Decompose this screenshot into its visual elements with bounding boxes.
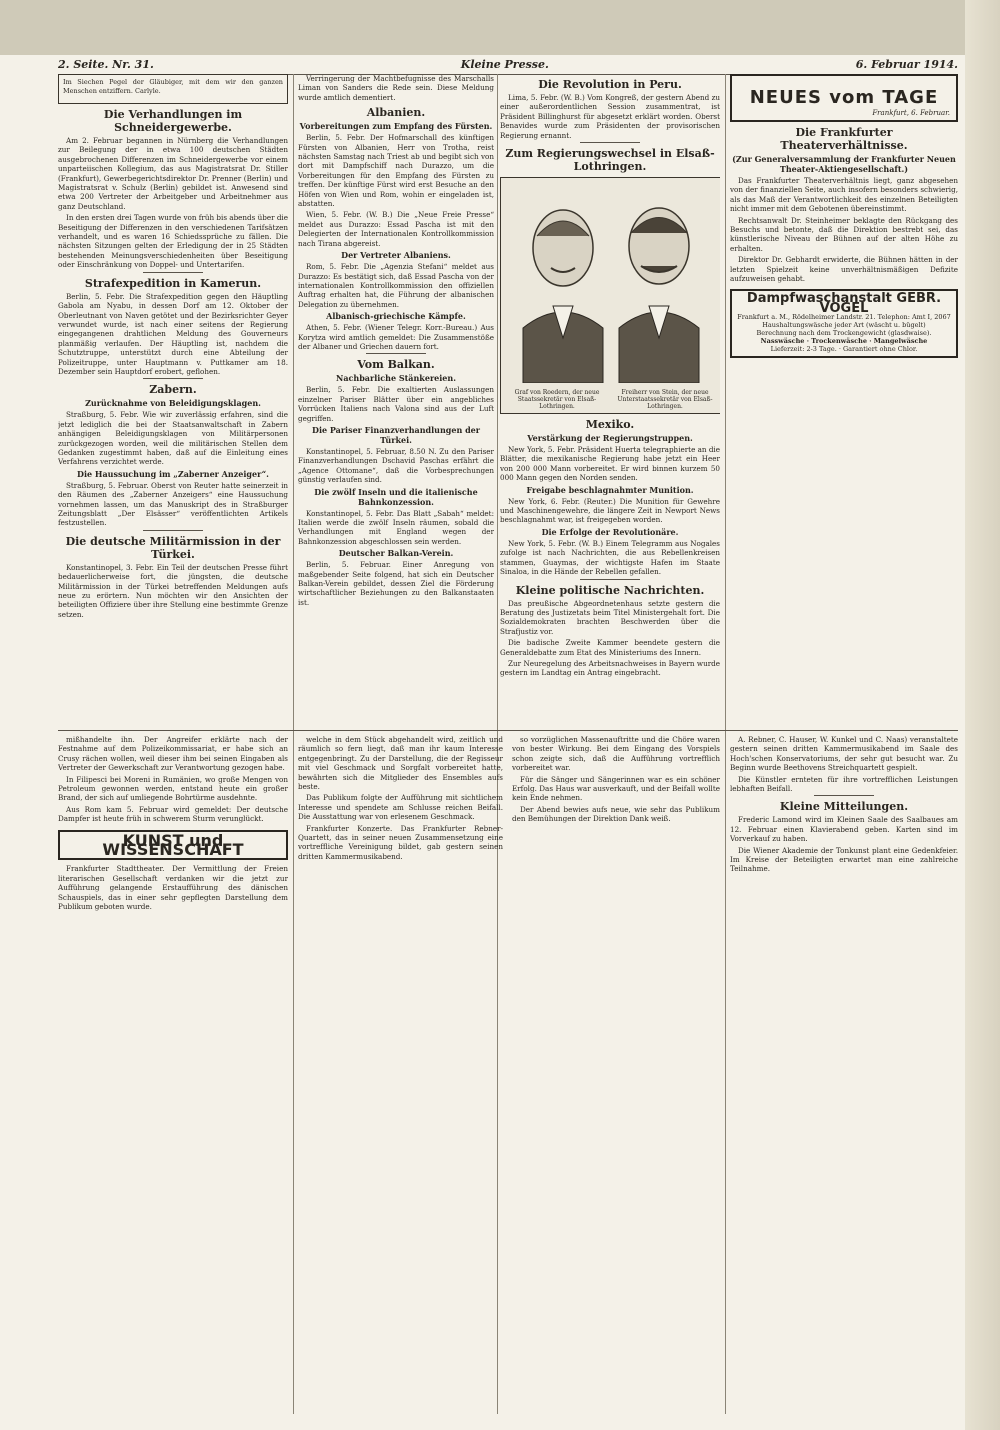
article-headline: Die Revolution in Peru. [538,78,682,91]
article-paragraph: Das Frankfurter Theaterverhältnis liegt, ganz abgesehen von der finanziellen Seite, auch insofern besonders schwierig, als das Maß der Verantwortlichkeit des einzelnen Beteiligten nicht immer mit dem Gebotenen übereinstimmt. [730,176,958,214]
article-paragraph: Lima, 5. Febr. (W. B.) Vom Kongreß, der gestern Abend zu einer außerordentlichen Session zusammentrat, ist Präsident Billinghurst für abgesetzt erklärt worden. Oberst Benavides wurde zum Präsidenten der provisorischen Regierung ernannt. [500,93,720,140]
article-subhead: Albanisch-griechische Kämpfe. [326,311,466,322]
column-1 [58,74,288,729]
masthead-title: NEUES vom TAGE [749,87,939,109]
article-subhead: Nachbarliche Stänkereien. [336,373,456,384]
divider [143,530,203,531]
header-paper-title: Kleine Presse. [460,57,549,71]
section-masthead [730,74,958,122]
article-headline: Die Frankfurter Theaterverhältnisse. [780,126,908,152]
article-paragraph: New York, 5. Febr. (W. B.) Einem Telegramm aus Nogales zufolge ist nach Nachrichten, die aus Rebellenkreisen stammen, Guaymas, der wichtigste Hafen im Staate Sinaloa, in die Hände der Rebellen gefallen. [500,538,720,577]
article-paragraph: New York, 6. Febr. (Reuter.) Die Munition für Gewehre und Maschinengewehre, die längere Zeit in Newport News beschlagnahmt war, ist freigegeben worden. [500,496,720,525]
ad-line: Berechnung nach dem Trockengewicht (glasdwaise). [756,329,932,338]
portrait-caption-right: Freiherr von Stein, der neue Unterstaatssekretär von Elsaß-Lothringen. [617,389,713,411]
column-4 [730,74,958,729]
article-paragraph: In Filipesci bei Moreni in Rumänien, wo große Mengen von Petroleum gewonnen werden, entstand heute ein großer Brand, der sich auf umliegende Bohrtürme ausdehnte. [58,774,288,803]
article-paragraph: Konstantinopel, 5. Februar, 8.50 N. Zu den Pariser Finanzverhandlungen Dschavid Paschas erfährt die „Agence Ottomane“, daß die Vorbesprechungen günstig verlaufen sind. [298,446,494,485]
article-paragraph: A. Rebner, C. Hauser, W. Kunkel und C. Naas) veranstaltete gestern seinen dritten Kammermusikabend im Saale des Hoch'schen Konservatoriums, der sehr gut besucht war. Zu Beginn wurde Beethovens Streichquartett gespielt. [730,735,958,773]
article-paragraph: Das preußische Abgeordnetenhaus setzte gestern die Beratung des Justizetats beim Titel Ministergehalt fort. Die Sozialdemokraten brachten Beschwerden über die Strafjustiz vor. [500,598,720,636]
article-paragraph: Berlin, 5. Febr. Die Strafexpedition gegen den Häuptling Gabola am Nyabu, in dessen Dorf am 12. Oktober der Oberleutnant von Naven getötet und der Bezirksrichter Geyer verwundet wurde, ist nach einer seitens der Regierung eingegangenen drahtlichen Meldung des Gouverneurs planmäßig verlaufen. Der Häuptling ist, nachdem die Schutztruppe, unterstützt durch eine Abteilung der Polizeitruppe, unter Hauptmann v. Puttkamer am 18. Dezember sein Hauptdorf erobert, geflohen. [58,291,288,376]
ad-line: Lieferzeit: 2-3 Tage. · Garantiert ohne Chlor. [770,345,918,354]
bottom-column-3 [512,735,720,1415]
page-fold [965,0,1000,1430]
column-rule [293,74,294,1414]
article-subhead: Freigabe beschlagnahmter Munition. [526,484,694,495]
scan-margin-top [0,0,1000,55]
article-paragraph: Rechtsanwalt Dr. Steinheimer beklagte den Rückgang des Besuchs und betonte, daß die Direktion bestrebt sei, das künstlerische Niveau der Bühnen auf der alten Höhe zu erhalten. [730,215,958,253]
article-paragraph: Berlin, 5. Febr. Die exaltierten Auslassungen einzelner Pariser Blätter über ein angebliches Vorrücken Italiens nach Valona sind aus der Luft gegriffen. [298,385,494,423]
article-headline: Zabern. [149,383,197,397]
ad-title: Dampfwaschanstalt GEBR. VOGEL [746,291,942,316]
quote-box [58,74,288,104]
quote-author: Carlyle. [135,87,161,96]
article-subhead: (Zur Generalversammlung der Frankfurter Neuen Theater-Aktiengesellschaft.) [732,154,956,174]
article-paragraph: Die Wiener Akademie der Tonkunst plant eine Gedenkfeier. Im Kreise der Beteiligten erwartet man eine zahlreiche Teilnahme. [730,845,958,874]
article-paragraph: Rom, 5. Febr. Die „Agenzia Stefani“ meldet aus Durazzo: Es bestätigt sich, daß Essad Pascha von der internationalen Kontrollkommission den offiziellen Auftrag erhalten hat, die Führung der albanischen Delegation zu übernehmen. [298,262,494,309]
portrait-drawing [501,178,720,383]
article-headline: Zum Regierungswechsel in Elsaß-Lothringen. [505,147,715,174]
article-subhead: Die zwölf Inseln und die italienische Bahnkonzession. [314,486,478,507]
article-headline: Kleine politische Nachrichten. [515,583,705,597]
article-subhead: Die Pariser Finanzverhandlungen der Türkei. [312,424,480,445]
advertisement [730,289,958,358]
article-paragraph: Berlin, 5. Febr. Der Hofmarschall des künftigen Fürsten von Albanien, Herr von Trotha, reist nächsten Samstag nach Triest ab und begibt sich von dort mit Dampfschiff nach Durazzo, um die Vorbereitungen für den Empfang des Fürsten zu treffen. Der künftige Fürst wird erst Besuche an den Höfen von Wien und Rom, wohin er eingeladen ist, abstatten. [298,133,494,209]
article-paragraph: mißhandelte ihn. Der Angreifer erklärte nach der Festnahme auf dem Polizeikommissariat, er habe sich an Crusy rächen wollen, weil dieser ihm bei seinen Eingaben als Vertreter der Gewerkschaft zur Verantwortung gezogen habe. [58,735,288,773]
article-paragraph: Zur Neuregelung des Arbeitsnachweises in Bayern wurde gestern im Landtag ein Antrag eingebracht. [500,658,720,678]
article-paragraph: Straßburg, 5. Februar. Oberst von Reuter hatte seinerzeit in den Räumen des „Zaberner Anzeigers“ eine Haussuchung vornehmen lassen, um das Manuskript des in Straßburger Zeitungsblatt „Der Elsässer“ veröffentlichten Artikels festzustellen. [58,480,288,528]
article-paragraph: Aus Rom kam 5. Februar wird gemeldet: Der deutsche Dampfer ist heute früh in schwerem Sturm verunglückt. [58,804,288,824]
article-subhead: Die Erfolge der Revolutionäre. [541,526,679,537]
article-paragraph: Die Künstler ernteten für ihre vortrefflichen Leistungen lebhaften Beifall. [730,774,958,794]
article-subhead: Der Vertreter Albaniens. [341,250,451,261]
article-paragraph: Direktor Dr. Gebhardt erwiderte, die Bühnen hätten in der letzten Spielzeit keine unverhältnismäßigen Defizite aufzuweisen gehabt. [730,255,958,284]
portrait-caption-left: Graf von Roedern, der neue Staatssekretär von Elsaß-Lothringen. [514,389,600,411]
article-subhead: Vorbereitungen zum Empfang des Fürsten. [299,121,493,132]
article-paragraph: Frankfurter Konzerte. Das Frankfurter Rebner-Quartett, das in seiner neuen Zusammensetzung eine vortreffliche Vereinigung bildet, gab gestern seinen dritten Kammermusikabend. [298,823,503,861]
article-paragraph: Am 2. Februar begannen in Nürnberg die Verhandlungen zur Beilegung der in etwa 100 deutschen Städten ausgebrochenen Differenzen im Schneidergewerbe vor einem unparteiischen Kollegium, das aus Magistratsrat Dr. Stiller (Frankfurt), Gewerbegerichtsdirektor Dr. Prenner (Berlin) und Magistratsrat v. Schulz (Berlin) gebildet ist. Anwesend sind etwa 200 Vertreter der Arbeitgeber und Arbeitnehmer aus ganz Deutschland. [58,136,288,211]
ad-line: Nasswäsche · Trockenwäsche · Mangelwäsche [760,337,928,346]
article-subhead: Verstärkung der Regierungstruppen. [527,433,693,444]
article-paragraph: Für die Sänger und Sängerinnen war es ein schöner Erfolg. Das Haus war ausverkauft, und der Beifall wollte kein Ende nehmen. [512,774,720,803]
bottom-column-1 [58,735,288,1415]
article-paragraph: Verringerung der Machtbefugnisse des Marschalls Liman von Sanders die Rede sein. Diese Meldung wurde amtlich dementiert. [298,74,494,102]
article-paragraph: Der Abend bewies aufs neue, wie sehr das Publikum den Bemühungen der Direktion Dank weiß. [512,804,720,824]
article-paragraph: Frederic Lamond wird im Kleinen Saale des Saalbaues am 12. Februar einen Klavierabend geben. Karten sind im Vorverkauf zu haben. [730,815,958,844]
article-paragraph: Konstantinopel, 3. Febr. Ein Teil der deutschen Presse führt bedauerlicherweise fort, die jüngsten, die deutsche Militärmission in der Türkei betreffenden Meldungen aufs neue zu erörtern. Nun möchten wir den Ansichten der beteiligten Offiziere über ihre Stellung eine bestimmte Grenze setzen. [58,562,288,619]
article-paragraph: Wien, 5. Febr. (W. B.) Die „Neue Freie Presse“ meldet aus Durazzo: Essad Pascha ist mit den Delegierten der Internationalen Kontrollkommission nach Tirana abgereist. [298,210,494,248]
divider [580,579,640,580]
article-headline: Kleine Mitteilungen. [779,800,909,814]
article-paragraph: Frankfurter Stadttheater. Der Vermittlung der Freien literarischen Gesellschaft verdanken wir die jetzt zur Aufführung gelangende Erstaufführung des dänischen Schauspiels, das in einer sehr gepflegten Darstellung dem Publikum geboten wurde. [58,864,288,912]
header-page-number: 2. Seite. Nr. 31. [58,57,154,71]
article-headline: Strafexpedition in Kamerun. [84,276,262,290]
article-paragraph: Konstantinopel, 5. Febr. Das Blatt „Sabah“ meldet: Italien werde die zwölf Inseln räumen, sobald die Verhandlungen mit England wegen der Bahnkonzession abgeschlossen sein werden. [298,508,494,546]
page-header [58,56,958,75]
divider [580,142,640,143]
article-subhead: Zurücknahme von Beleidigungsklagen. [85,398,261,409]
bottom-column-2 [298,735,503,1415]
article-paragraph: In den ersten drei Tagen wurde von früh bis abends über die Beseitigung der Differenzen in den verschiedenen Tarifsätzen verhandelt, und es waren 16 Schiedssprüche zu fällen. Die nächsten Sitzungen gelten der Erledigung der in 25 Städten bestehenden Meinungsverschiedenheiten über Beseitigung oder Einschränkung von Doppel- und Untertarifen. [58,213,288,270]
divider [814,795,874,796]
article-subhead: Die Haussuchung im „Zaberner Anzeiger“. [77,468,269,479]
article-headline: Albanien. [366,106,426,120]
article-paragraph: Athen, 5. Febr. (Wiener Telegr. Korr.-Bureau.) Aus Korytza wird amtlich gemeldet: Die Zusammenstöße der Albaner und Griechen dauern fort. [298,323,494,351]
article-paragraph: New York, 5. Febr. Präsident Huerta telegraphierte an die Blätter, die mexikanische Regierung habe jetzt ein Heer von 200 000 Mann vorbereitet. Er wird binnen kurzem 50 000 Mann gegen den Norden senden. [500,445,720,483]
ad-line: Haushaltungswäsche jeder Art (wäscht u. bügelt) [762,321,926,330]
article-paragraph: Die badische Zweite Kammer beendete gestern die Generaldebatte zum Etat des Ministeriums des Innern. [500,638,720,657]
article-paragraph: Das Publikum folgte der Aufführung mit sichtlichem Interesse und spendete am Schlusse reichen Beifall. Die Ausstattung war von erlesenem Geschmack. [298,793,503,822]
article-paragraph: Straßburg, 5. Febr. Wie wir zuverlässig erfahren, sind die jetzt lediglich die bei der Staatsanwaltschaft in Zabern anhängigen Beleidigungsklagen von Militärpersonen zurückgezogen worden, weil die militärischen Stellen dem Gedanken zugestimmt haben, daß auf die Einleitung eines Verfahrens verzichtet werde. [58,410,288,467]
article-paragraph: so vorzüglichen Massenauftritte und die Chöre waren von bester Wirkung. Bei dem Eingang des Vorspiels schon zeigte sich, daß die Aufführung vortrefflich vorbereitet war. [512,735,720,773]
portrait-illustration [500,177,720,414]
quote-text: Im Siechen Pegel der Gläubiger, mit dem wir den ganzen Menschen entziffern. [63,78,283,96]
divider [143,272,203,273]
article-headline: Vom Balkan. [357,358,435,372]
article-headline: Mexiko. [585,418,635,432]
column-3 [500,74,720,729]
column-2 [298,74,494,729]
section-rule [58,730,958,731]
header-date: 6. Februar 1914. [855,57,958,71]
bottom-column-4 [730,735,958,1415]
ad-line: Frankfurt a. M., Rödelheimer Landstr. 21. Telephon: Amt I, 2067 [737,313,951,322]
divider [143,378,203,379]
article-subhead: Deutscher Balkan-Verein. [338,548,454,559]
masthead-dateline: Frankfurt, 6. Februar. [872,108,950,117]
divider [366,353,426,354]
article-paragraph: Berlin, 5. Februar. Einer Anregung von maßgebender Seite folgend, hat sich ein Deutscher Balkan-Verein gebildet, dessen Ziel die Förderung wirtschaftlicher Beziehungen zu den Balkanstaaten ist. [298,560,494,607]
section-banner: KUNST und WISSENSCHAFT [58,830,288,861]
article-headline: Die deutsche Militärmission in der Türkei. [65,534,281,561]
column-rule [725,74,726,1414]
article-paragraph: welche in dem Stück abgehandelt wird, zeitlich und räumlich so fern liegt, daß man ihr kaum Interesse entgegenbringt. Zu der Darstellung, die der Regisseur mit viel Geschmack und Sorgfalt vorbereitet hatte, bewährten sich die Mitglieder des Ensembles aufs beste. [298,735,503,792]
article-headline: Die Verhandlungen im Schneidergewerbe. [103,108,243,134]
